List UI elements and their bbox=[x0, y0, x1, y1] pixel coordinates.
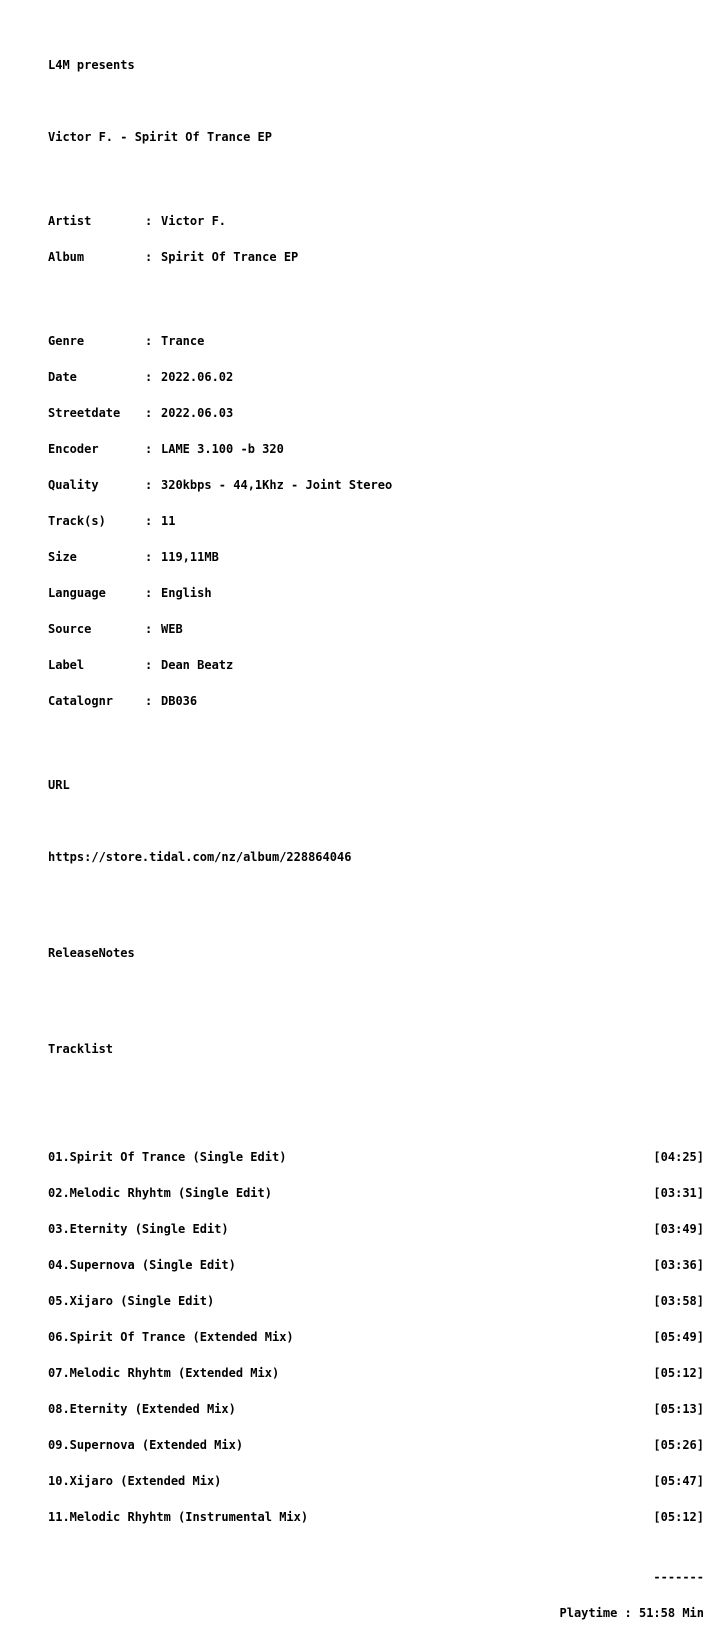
track-row bbox=[48, 1403, 704, 1415]
track-duration: [05:26] bbox=[653, 1438, 704, 1452]
info-row-streetdate bbox=[48, 407, 704, 419]
info-key: Date bbox=[48, 370, 77, 384]
info-separator: : bbox=[145, 250, 153, 264]
track-row bbox=[48, 1475, 704, 1487]
release-notes-heading: ReleaseNotes bbox=[48, 946, 135, 960]
info-value: 2022.06.02 bbox=[161, 370, 234, 384]
info-key: Source bbox=[48, 622, 92, 636]
track-row bbox=[48, 1259, 704, 1271]
track-duration: [03:49] bbox=[653, 1222, 704, 1236]
track-duration: [05:49] bbox=[653, 1330, 704, 1344]
track-row bbox=[48, 1295, 704, 1307]
release-url: https://store.tidal.com/nz/album/228864046 bbox=[48, 850, 352, 864]
info-value: 11 bbox=[161, 514, 176, 528]
info-row-size bbox=[48, 551, 704, 563]
track-title: 06.Spirit Of Trance (Extended Mix) bbox=[48, 1330, 294, 1344]
info-row-catalognr bbox=[48, 695, 704, 707]
track-title: 07.Melodic Rhyhtm (Extended Mix) bbox=[48, 1366, 280, 1380]
info-separator: : bbox=[145, 214, 153, 228]
info-value: Victor F. bbox=[161, 214, 227, 228]
track-duration: [05:47] bbox=[653, 1474, 704, 1488]
info-key: Artist bbox=[48, 214, 92, 228]
track-title: 02.Melodic Rhyhtm (Single Edit) bbox=[48, 1186, 272, 1200]
info-separator: : bbox=[145, 514, 153, 528]
info-row-album bbox=[48, 251, 704, 263]
info-value: DB036 bbox=[161, 694, 198, 708]
info-separator: : bbox=[145, 586, 153, 600]
track-row bbox=[48, 1151, 704, 1163]
info-row-language bbox=[48, 587, 704, 599]
track-row bbox=[48, 1511, 704, 1523]
track-title: 09.Supernova (Extended Mix) bbox=[48, 1438, 244, 1452]
info-value: Trance bbox=[161, 334, 205, 348]
info-row-encoder bbox=[48, 443, 704, 455]
info-value: Spirit Of Trance EP bbox=[161, 250, 299, 264]
tracklist bbox=[48, 1127, 704, 1547]
track-title: 08.Eternity (Extended Mix) bbox=[48, 1402, 236, 1416]
tracklist-heading: Tracklist bbox=[48, 1042, 114, 1056]
info-separator: : bbox=[145, 406, 153, 420]
info-row-date bbox=[48, 371, 704, 383]
url-heading: URL bbox=[48, 778, 70, 792]
info-value: English bbox=[161, 586, 212, 600]
info-key: Album bbox=[48, 250, 85, 264]
info-separator: : bbox=[145, 622, 153, 636]
info-separator: : bbox=[145, 478, 153, 492]
info-key: Catalognr bbox=[48, 694, 114, 708]
info-value: Dean Beatz bbox=[161, 658, 234, 672]
track-duration: [03:58] bbox=[653, 1294, 704, 1308]
info-row-label bbox=[48, 659, 704, 671]
info-key: Encoder bbox=[48, 442, 99, 456]
track-duration: [03:31] bbox=[653, 1186, 704, 1200]
info-row-source bbox=[48, 623, 704, 635]
track-title: 04.Supernova (Single Edit) bbox=[48, 1258, 236, 1272]
track-title: 01.Spirit Of Trance (Single Edit) bbox=[48, 1150, 287, 1164]
track-row bbox=[48, 1367, 704, 1379]
track-duration: [03:36] bbox=[653, 1258, 704, 1272]
info-row-artist bbox=[48, 215, 704, 227]
track-duration: [05:12] bbox=[653, 1366, 704, 1380]
track-row bbox=[48, 1331, 704, 1343]
info-separator: : bbox=[145, 370, 153, 384]
track-title: 11.Melodic Rhyhtm (Instrumental Mix) bbox=[48, 1510, 309, 1524]
info-value: 2022.06.03 bbox=[161, 406, 234, 420]
presenter-line: L4M presents bbox=[48, 58, 135, 72]
total-rule: ------- bbox=[653, 1570, 704, 1584]
nfo-document bbox=[48, 35, 704, 1631]
info-row-quality bbox=[48, 479, 704, 491]
playtime-total: Playtime : 51:58 Min bbox=[559, 1606, 704, 1620]
track-title: 03.Eternity (Single Edit) bbox=[48, 1222, 229, 1236]
track-row bbox=[48, 1187, 704, 1199]
info-separator: : bbox=[145, 442, 153, 456]
track-row bbox=[48, 1439, 704, 1451]
track-duration: [05:12] bbox=[653, 1510, 704, 1524]
track-title: 10.Xijaro (Extended Mix) bbox=[48, 1474, 222, 1488]
track-title: 05.Xijaro (Single Edit) bbox=[48, 1294, 215, 1308]
info-key: Genre bbox=[48, 334, 85, 348]
info-row-genre bbox=[48, 335, 704, 347]
info-separator: : bbox=[145, 658, 153, 672]
track-duration: [05:13] bbox=[653, 1402, 704, 1416]
release-title: Victor F. - Spirit Of Trance EP bbox=[48, 130, 272, 144]
info-value: LAME 3.100 -b 320 bbox=[161, 442, 284, 456]
info-key: Track(s) bbox=[48, 514, 106, 528]
info-value: 320kbps - 44,1Khz - Joint Stereo bbox=[161, 478, 393, 492]
track-duration: [04:25] bbox=[653, 1150, 704, 1164]
info-separator: : bbox=[145, 334, 153, 348]
info-separator: : bbox=[145, 694, 153, 708]
info-key: Quality bbox=[48, 478, 99, 492]
info-value: WEB bbox=[161, 622, 183, 636]
info-key: Label bbox=[48, 658, 85, 672]
info-row-tracks bbox=[48, 515, 704, 527]
track-row bbox=[48, 1223, 704, 1235]
info-key: Size bbox=[48, 550, 77, 564]
info-value: 119,11MB bbox=[161, 550, 219, 564]
info-key: Language bbox=[48, 586, 106, 600]
info-key: Streetdate bbox=[48, 406, 121, 420]
info-separator: : bbox=[145, 550, 153, 564]
